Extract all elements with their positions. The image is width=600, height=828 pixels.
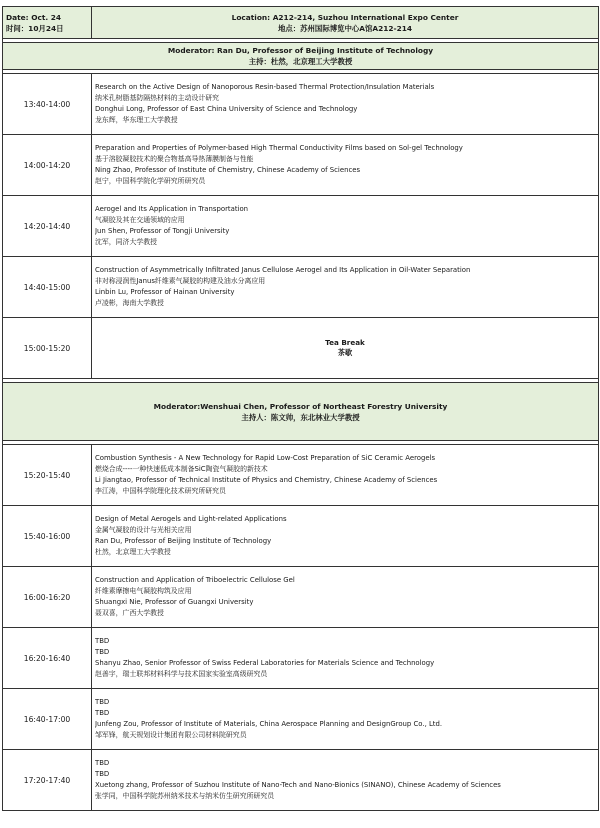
tea-break-en: Tea Break bbox=[325, 337, 365, 347]
talk-time: 15:20-15:40 bbox=[3, 445, 92, 506]
speaker-en: Shuangxi Nie, Professor of Guangxi University bbox=[95, 598, 254, 606]
talk-details bbox=[92, 567, 599, 628]
speaker-en: Ning Zhao, Professor of Institute of Chemistry, Chinese Academy of Sciences bbox=[95, 166, 361, 174]
talk-row bbox=[3, 445, 599, 506]
talk-title-en: Construction of Asymmetrically Infiltrated Janus Cellulose Aerogel and Its Application in Oil-Water Separation bbox=[95, 266, 471, 275]
talk-title-en: Design of Metal Aerogels and Light-related Applications bbox=[95, 515, 287, 524]
date-cell bbox=[3, 7, 92, 39]
speaker-zh: 赵善宇，瑞士联邦材料科学与技术国家实验室高级研究员 bbox=[95, 669, 268, 678]
speaker-zh: 赵宁，中国科学院化学研究所研究员 bbox=[95, 176, 206, 185]
header-row bbox=[3, 7, 599, 39]
speaker-zh: 沈军，同济大学教授 bbox=[95, 237, 158, 246]
talk-title-zh: 金属气凝胶的设计与光相关应用 bbox=[95, 526, 192, 535]
talk-row bbox=[3, 689, 599, 750]
moderator-2-zh: 主持人：陈文帅，东北林业大学教授 bbox=[241, 412, 360, 422]
talk-title-en: TBD bbox=[95, 759, 110, 768]
tea-break-zh: 茶歇 bbox=[337, 348, 353, 357]
speaker-en: Li Jiangtao, Professor of Technical Institute of Physics and Chemistry, Chinese Academy of Sciences bbox=[95, 476, 438, 484]
talk-row bbox=[3, 750, 599, 811]
date-zh: 时间：10月24日 bbox=[6, 23, 64, 33]
talk-title-zh: 燃烧合成----一种快速低成本制备SiC陶瓷气凝胶的新技术 bbox=[95, 465, 268, 474]
speaker-en: Donghui Long, Professor of East China University of Science and Technology bbox=[95, 105, 358, 113]
location-cell bbox=[92, 7, 599, 39]
speaker-zh: 卢凌彬，海南大学教授 bbox=[95, 298, 164, 307]
moderator-1-en: Moderator: Ran Du, Professor of Beijing Institute of Technology bbox=[167, 46, 434, 55]
talk-row bbox=[3, 628, 599, 689]
talk-title-zh: TBD bbox=[95, 709, 110, 718]
tea-break-row bbox=[3, 318, 599, 379]
talk-title-zh: 纳米孔树脂基防隔热材料的主动设计研究 bbox=[95, 94, 220, 103]
talk-details bbox=[92, 257, 599, 318]
speaker-en: Jun Shen, Professor of Tongji University bbox=[95, 227, 230, 235]
talk-time: 15:40-16:00 bbox=[3, 506, 92, 567]
speaker-en: Shanyu Zhao, Senior Professor of Swiss Federal Laboratories for Materials Science and Technology bbox=[95, 659, 435, 667]
talk-details bbox=[92, 196, 599, 257]
talk-row bbox=[3, 74, 599, 135]
location-en: Location: A212-214, Suzhou International Expo Center bbox=[231, 12, 459, 22]
talk-row bbox=[3, 135, 599, 196]
talk-title-zh: TBD bbox=[95, 648, 110, 657]
talk-details bbox=[92, 750, 599, 811]
speaker-zh: 张学同，中国科学院苏州纳米技术与纳米仿生研究所研究员 bbox=[95, 791, 275, 800]
talk-title-zh: 气凝胶及其在交通领域的应用 bbox=[95, 216, 185, 225]
talk-details bbox=[92, 135, 599, 196]
talk-time: 17:20-17:40 bbox=[3, 750, 92, 811]
tea-break-label bbox=[92, 318, 599, 379]
moderator-row-2 bbox=[3, 383, 599, 441]
speaker-zh: 龙东辉，华东理工大学教授 bbox=[95, 115, 178, 124]
speaker-zh: 李江涛，中国科学院理化技术研究所研究员 bbox=[95, 486, 226, 495]
talk-time: 14:00-14:20 bbox=[3, 135, 92, 196]
talk-time: 16:00-16:20 bbox=[3, 567, 92, 628]
talk-time: 13:40-14:00 bbox=[3, 74, 92, 135]
talk-row bbox=[3, 506, 599, 567]
moderator-1-zh: 主持：杜然，北京理工大学教授 bbox=[248, 57, 353, 66]
talk-title-en: Preparation and Properties of Polymer-based High Thermal Conductivity Films based on Sol-gel Technology bbox=[95, 144, 463, 153]
speaker-en: Ran Du, Professor of Beijing Institute of Technology bbox=[95, 537, 272, 545]
speaker-zh: 邹军锋，航天规划设计集团有限公司材料院研究员 bbox=[95, 730, 247, 739]
speaker-zh: 杜然，北京理工大学教授 bbox=[95, 547, 171, 556]
talk-title-zh: 非对称浸润性Janus纤维素气凝胶的构建及油水分离应用 bbox=[95, 277, 266, 286]
moderator-2-en: Moderator:Wenshuai Chen, Professor of Northeast Forestry University bbox=[153, 401, 448, 411]
speaker-zh: 聂双喜，广西大学教授 bbox=[95, 608, 164, 617]
date-en: Date: Oct. 24 bbox=[6, 12, 62, 22]
moderator-row-1 bbox=[3, 43, 599, 70]
talk-title-zh: TBD bbox=[95, 770, 110, 779]
talk-row bbox=[3, 196, 599, 257]
tea-break-time: 15:00-15:20 bbox=[3, 318, 92, 379]
talk-title-en: Research on the Active Design of Nanoporous Resin-based Thermal Protection/Insulation Materials bbox=[95, 83, 435, 92]
speaker-en: Xuetong zhang, Professor of Suzhou Institute of Nano-Tech and Nano-Bionics (SINANO), Chinese Academy of Sciences bbox=[95, 781, 501, 789]
talk-title-en: Construction and Application of Triboelectric Cellulose Gel bbox=[95, 576, 295, 585]
talk-details bbox=[92, 506, 599, 567]
talk-time: 14:20-14:40 bbox=[3, 196, 92, 257]
talk-time: 16:40-17:00 bbox=[3, 689, 92, 750]
talk-title-en: TBD bbox=[95, 698, 110, 707]
talk-title-en: TBD bbox=[95, 637, 110, 646]
talk-row bbox=[3, 567, 599, 628]
schedule-table bbox=[2, 6, 599, 811]
talk-title-zh: 纤维素摩擦电气凝胶构筑及应用 bbox=[95, 587, 192, 596]
talk-details bbox=[92, 445, 599, 506]
speaker-en: Junfeng Zou, Professor of Institute of Materials, China Aerospace Planning and DesignGroup Co., Ltd. bbox=[95, 720, 443, 728]
talk-title-en: Aerogel and Its Application in Transportation bbox=[95, 205, 249, 214]
talk-title-en: Combustion Synthesis - A New Technology for Rapid Low-Cost Preparation of SiC Ceramic Aerogels bbox=[95, 454, 436, 463]
speaker-en: Linbin Lu, Professor of Hainan University bbox=[95, 288, 235, 296]
talk-details bbox=[92, 74, 599, 135]
talk-details bbox=[92, 628, 599, 689]
talk-time: 14:40-15:00 bbox=[3, 257, 92, 318]
talk-details bbox=[92, 689, 599, 750]
talk-row bbox=[3, 257, 599, 318]
location-zh: 地点：苏州国际博览中心A馆A212-214 bbox=[277, 23, 413, 33]
talk-title-zh: 基于溶胶凝胶技术的聚合物基高导热薄膜制备与性能 bbox=[95, 155, 254, 164]
talk-time: 16:20-16:40 bbox=[3, 628, 92, 689]
